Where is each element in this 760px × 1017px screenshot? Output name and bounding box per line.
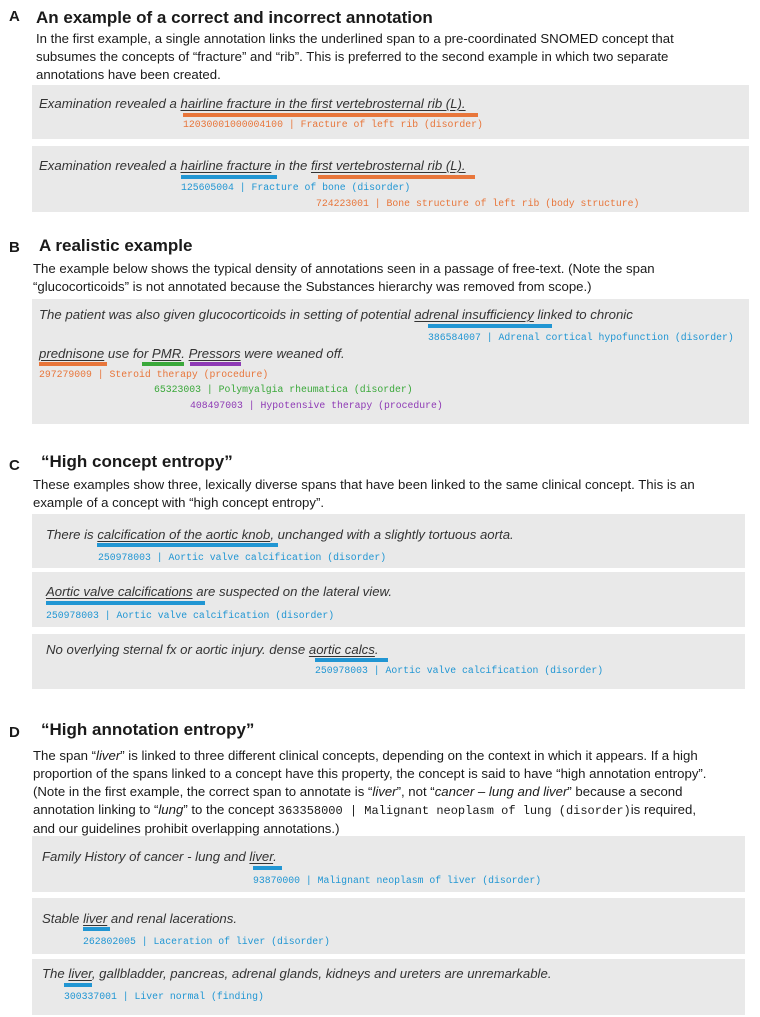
para-italic: liver [96, 748, 121, 763]
section-a-letter: A [9, 8, 20, 25]
para-line: “glucocorticoids” is not annotated because the Substances hierarchy was removed from scope.) [33, 279, 592, 294]
sentence-text: use for [104, 346, 152, 361]
example-sentence [42, 849, 277, 864]
sentence-text: , unchanged with a slightly tortuous aorta. [270, 527, 514, 542]
sentence-text: . [273, 849, 277, 864]
para-line: annotations have been created. [36, 67, 221, 82]
annotated-span: adrenal insufficiency [414, 307, 534, 322]
annotation-bar-orange [183, 113, 478, 117]
annotation-bar-blue [181, 175, 277, 179]
annotation-bar-orange [39, 362, 107, 366]
example-sentence [42, 966, 552, 981]
para-text: is required, [630, 802, 696, 817]
sentence-text: and renal lacerations. [107, 911, 238, 926]
para-text: ” because a second [567, 784, 683, 799]
sentence-text: in the [271, 158, 311, 173]
para-italic: lung [158, 802, 184, 817]
annotated-span: liver [83, 911, 108, 926]
annotated-span: hairline fracture in the first vertebrosternal rib (L). [180, 96, 466, 111]
sentence-text: . [374, 642, 379, 657]
section-a-paragraph [36, 30, 674, 84]
para-line: These examples show three, lexically diverse spans that have been linked to the same clinical concept. This is an [33, 477, 695, 492]
sentence-text: are suspected on the lateral view. [192, 584, 392, 599]
para-text: ”, not “ [396, 784, 435, 799]
inline-concept-code: 363358000 | Malignant neoplasm of lung (disorder) [277, 804, 631, 818]
annotation-bar-green [142, 362, 184, 366]
example-sentence [39, 158, 466, 173]
concept-code: 250978003 | Aortic valve calcification (disorder) [98, 552, 387, 563]
annotation-bar-blue [46, 601, 205, 605]
para-text: annotation linking to “ [33, 802, 159, 817]
para-line: example of a concept with “high concept entropy”. [33, 495, 325, 510]
sentence-text: . [181, 346, 189, 361]
concept-code: 300337001 | Liver normal (finding) [64, 991, 264, 1002]
para-line: The example below shows the typical density of annotations seen in a passage of free-text. (Note the span [33, 261, 655, 276]
annotated-span: Aortic valve calcifications [46, 584, 193, 599]
sentence-text: Stable [42, 911, 84, 926]
annotation-bar-blue [315, 658, 388, 662]
sentence-text: Family History of cancer - lung and [42, 849, 250, 864]
sentence-text: No overlying sternal fx or aortic injury. dense [46, 642, 309, 657]
example-sentence [42, 911, 237, 926]
section-c-title: “High concept entropy” [41, 452, 233, 471]
example-sentence [46, 527, 514, 542]
section-b-paragraph [33, 260, 655, 296]
para-text: The span “ [33, 748, 97, 763]
sentence-text: , gallbladder, pancreas, adrenal glands, kidneys and ureters are unremarkable. [91, 966, 552, 981]
para-text: ” to the concept [183, 802, 278, 817]
annotated-span: calcification of the aortic knob [97, 527, 271, 542]
concept-code: 408497003 | Hypotensive therapy (procedure) [190, 400, 443, 411]
para-italic: cancer – lung and liver [434, 784, 568, 799]
annotation-bar-purple [190, 362, 241, 366]
annotation-bar-blue [253, 866, 282, 870]
example-sentence [46, 642, 379, 657]
example-sentence [39, 307, 633, 322]
example-box [32, 85, 749, 139]
concept-code: 65323003 | Polymyalgia rheumatica (disorder) [154, 384, 413, 395]
annotation-bar-blue [97, 543, 278, 547]
sentence-text: Examination revealed a [39, 158, 181, 173]
concept-code: 250978003 | Aortic valve calcification (disorder) [46, 610, 335, 621]
annotation-bar-blue [428, 324, 552, 328]
concept-code: 93870000 | Malignant neoplasm of liver (disorder) [253, 875, 542, 886]
concept-code: 386584007 | Adrenal cortical hypofunction (disorder) [428, 332, 734, 343]
section-d-paragraph [33, 747, 706, 838]
annotated-span: aortic calcs [308, 642, 375, 657]
section-d-letter: D [9, 724, 20, 741]
concept-code: 724223001 | Bone structure of left rib (body structure) [316, 198, 640, 209]
section-d-title: “High annotation entropy” [41, 720, 255, 739]
annotated-span: PMR [151, 346, 182, 361]
section-c-paragraph [33, 476, 695, 512]
section-a-title: An example of a correct and incorrect annotation [36, 8, 433, 27]
para-line [33, 783, 706, 801]
example-sentence [39, 96, 466, 111]
concept-code: 12030001000004100 | Fracture of left rib (disorder) [183, 119, 483, 130]
para-line: In the first example, a single annotation links the underlined span to a pre-coordinated SNOMED concept that [36, 31, 674, 46]
annotation-bar-blue [83, 927, 110, 931]
para-text: (Note in the first example, the correct span to annotate is “ [33, 784, 373, 799]
sentence-text: were weaned off. [240, 346, 345, 361]
section-b-title: A realistic example [39, 236, 193, 255]
para-line [33, 747, 706, 765]
para-italic: liver [372, 784, 397, 799]
section-b-letter: B [9, 239, 20, 256]
annotation-bar-blue [64, 983, 92, 987]
annotated-span: liver [68, 966, 92, 981]
annotated-span: first vertebrosternal rib (L). [310, 158, 466, 173]
sentence-text: The [42, 966, 69, 981]
annotation-bar-orange [318, 175, 475, 179]
concept-code: 297279009 | Steroid therapy (procedure) [39, 369, 269, 380]
example-sentence [46, 584, 392, 599]
example-sentence [39, 346, 345, 361]
annotated-span: liver [249, 849, 274, 864]
sentence-text: The patient was also given glucocorticoids in setting of potential [39, 307, 415, 322]
sentence-text: There is [46, 527, 98, 542]
sentence-text: Examination revealed a [39, 96, 181, 111]
sentence-text: linked to chronic [533, 307, 633, 322]
annotated-span: Pressors [188, 346, 241, 361]
concept-code: 250978003 | Aortic valve calcification (disorder) [315, 665, 604, 676]
para-line: proportion of the spans linked to a concept have this property, the concept is said to have “high annotation entropy”. [33, 766, 707, 781]
para-text: ” is linked to three different clinical concepts, depending on the context in which it appears. If a high [120, 748, 698, 763]
para-line: subsumes the concepts of “fracture” and “rib”. This is preferred to the second example in which two separate [36, 49, 669, 64]
para-line: and our guidelines prohibit overlapping annotations.) [33, 821, 340, 836]
concept-code: 125605004 | Fracture of bone (disorder) [181, 182, 411, 193]
section-c-letter: C [9, 457, 20, 474]
para-line [33, 801, 706, 820]
annotated-span: prednisone [39, 346, 105, 361]
annotated-span: hairline fracture [180, 158, 272, 173]
concept-code: 262802005 | Laceration of liver (disorder) [83, 936, 330, 947]
